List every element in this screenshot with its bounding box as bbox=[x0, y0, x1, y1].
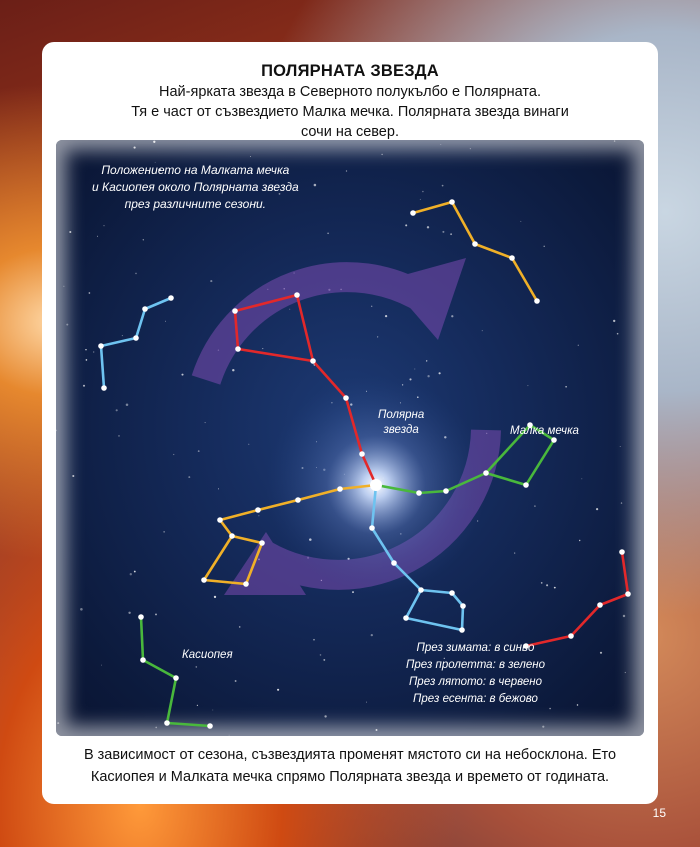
cassiopeia-spring-star bbox=[138, 614, 144, 620]
background-star bbox=[613, 320, 615, 322]
ursa-minor-winter-star bbox=[449, 590, 455, 596]
background-star bbox=[422, 191, 424, 193]
background-star bbox=[135, 273, 137, 275]
background-star bbox=[248, 444, 249, 445]
background-star bbox=[239, 626, 241, 628]
ursa-minor-autumn-star bbox=[217, 517, 223, 523]
background-star bbox=[625, 672, 626, 673]
cassiopeia-winter-star bbox=[142, 306, 148, 312]
background-star bbox=[118, 435, 120, 437]
background-star bbox=[482, 330, 483, 331]
ursa-minor-autumn-star bbox=[337, 486, 343, 492]
background-star bbox=[163, 531, 164, 532]
background-star bbox=[214, 596, 216, 598]
page-number: 15 bbox=[652, 806, 666, 820]
background-star bbox=[420, 199, 421, 200]
background-star bbox=[451, 315, 453, 317]
cassiopeia-winter-lines bbox=[101, 298, 171, 388]
cassiopeia-autumn-star bbox=[509, 255, 515, 261]
legend-spring: През пролетта: в зелено bbox=[406, 659, 546, 671]
cassiopeia-spring-star bbox=[164, 720, 170, 726]
background-star bbox=[165, 321, 166, 322]
outro-text bbox=[56, 744, 644, 788]
background-star bbox=[541, 582, 543, 584]
background-star bbox=[134, 147, 136, 149]
polaris-star bbox=[370, 479, 382, 491]
background-star bbox=[439, 372, 441, 374]
background-star bbox=[93, 351, 94, 352]
ursa-minor-spring-star bbox=[416, 490, 422, 496]
intro-line: сочи на север. bbox=[301, 124, 399, 140]
background-star bbox=[195, 666, 197, 668]
ursa-minor-winter-star bbox=[459, 627, 465, 633]
background-star bbox=[86, 359, 88, 361]
background-star bbox=[327, 232, 329, 234]
background-star bbox=[623, 615, 625, 617]
polaris-label: Полярна звезда bbox=[378, 409, 425, 436]
background-star bbox=[442, 231, 444, 233]
background-star bbox=[614, 140, 615, 141]
intro-line: Най-ярката звезда в Северното полукълбо е Полярната. bbox=[159, 84, 541, 100]
background-star bbox=[381, 154, 382, 155]
background-star bbox=[543, 246, 544, 247]
background-star bbox=[218, 488, 219, 489]
background-star bbox=[97, 236, 98, 237]
background-star bbox=[546, 584, 548, 586]
cassiopeia-spring-lines bbox=[141, 617, 210, 726]
background-star bbox=[85, 349, 86, 350]
background-star bbox=[366, 702, 367, 703]
cassiopeia-spring-star bbox=[173, 675, 179, 681]
cassiopeia-spring-star bbox=[207, 723, 213, 729]
background-star bbox=[549, 708, 551, 710]
star-map-diagram bbox=[56, 140, 644, 736]
ursa-minor-summer-star bbox=[310, 358, 316, 364]
cassiopeia-summer-star bbox=[625, 591, 631, 597]
ursa-minor-summer-star bbox=[294, 292, 300, 298]
background-star bbox=[323, 659, 325, 661]
background-star bbox=[450, 233, 452, 235]
background-star bbox=[554, 587, 556, 589]
ursa-minor-spring-star bbox=[443, 488, 449, 494]
background-star bbox=[527, 385, 528, 386]
background-star bbox=[377, 336, 378, 337]
ursa-minor-label: Малка мечка bbox=[510, 425, 579, 437]
page-title: ПОЛЯРНАТА ЗВЕЗДА bbox=[261, 62, 439, 80]
ursa-minor-autumn-star bbox=[201, 577, 207, 583]
ursa-minor-winter-star bbox=[418, 587, 424, 593]
background-star bbox=[130, 573, 132, 575]
background-star bbox=[143, 239, 144, 240]
ursa-minor-autumn-star bbox=[255, 507, 261, 513]
content-card bbox=[42, 42, 658, 804]
cassiopeia-summer-star bbox=[619, 549, 625, 555]
background-star bbox=[153, 141, 155, 143]
background-star bbox=[565, 386, 567, 388]
background-star bbox=[63, 286, 64, 287]
background-star bbox=[596, 508, 598, 510]
background-star bbox=[229, 735, 230, 736]
background-star bbox=[83, 385, 85, 387]
background-star bbox=[198, 450, 200, 452]
background-star bbox=[56, 430, 57, 432]
ursa-minor-autumn-star bbox=[259, 540, 265, 546]
background-star bbox=[66, 324, 68, 326]
background-star bbox=[210, 280, 212, 282]
intro-text bbox=[72, 82, 628, 142]
background-star bbox=[57, 722, 59, 724]
background-star bbox=[126, 404, 129, 407]
background-star bbox=[621, 502, 622, 503]
background-star bbox=[514, 553, 515, 554]
background-star bbox=[197, 705, 198, 706]
background-star bbox=[346, 170, 347, 171]
background-star bbox=[212, 710, 213, 711]
diagram-caption: Положението на Малката мечка и Касиопея около Полярната звезда през различните сезони. bbox=[92, 163, 299, 211]
background-star bbox=[579, 540, 580, 541]
background-star bbox=[69, 231, 71, 233]
background-star bbox=[134, 571, 136, 573]
background-star bbox=[440, 144, 441, 145]
background-star bbox=[101, 665, 102, 666]
ursa-minor-summer-star bbox=[359, 451, 365, 457]
outro-line: В зависимост от сезона, съзвездията променят мястото си на небосклона. Ето bbox=[83, 747, 617, 763]
cassiopeia-summer-lines bbox=[526, 552, 628, 646]
cassiopeia-autumn-star bbox=[449, 199, 455, 205]
ursa-minor-autumn-star bbox=[243, 581, 249, 587]
background-star bbox=[80, 608, 83, 611]
background-star bbox=[313, 639, 315, 641]
cassiopeia-winter-star bbox=[98, 343, 104, 349]
cassiopeia-summer-star bbox=[568, 633, 574, 639]
background-star bbox=[103, 225, 104, 226]
background-star bbox=[205, 422, 206, 423]
background-star bbox=[376, 729, 378, 731]
background-star bbox=[72, 475, 74, 477]
background-star bbox=[577, 704, 578, 705]
cassiopeia-autumn-star bbox=[472, 241, 478, 247]
background-star bbox=[155, 613, 157, 615]
cassiopeia-winter-star bbox=[133, 335, 139, 341]
background-star bbox=[258, 515, 259, 516]
cassiopeia-winter-star bbox=[101, 385, 107, 391]
background-star bbox=[181, 374, 183, 376]
legend-winter: През зимата: в синьо bbox=[416, 642, 535, 654]
ursa-minor-autumn-star bbox=[295, 497, 301, 503]
background-star bbox=[427, 375, 429, 377]
background-star bbox=[262, 348, 263, 349]
ursa-minor-spring-star bbox=[523, 482, 529, 488]
background-star bbox=[188, 476, 190, 478]
background-star bbox=[427, 226, 429, 228]
background-star bbox=[405, 224, 407, 226]
background-star bbox=[235, 680, 237, 682]
ursa-minor-spring-star bbox=[483, 470, 489, 476]
background-star bbox=[89, 292, 91, 294]
cassiopeia-spring-star bbox=[140, 657, 146, 663]
background-star bbox=[320, 654, 322, 656]
ursa-minor-winter-star bbox=[391, 560, 397, 566]
background-star bbox=[324, 715, 326, 717]
background-star bbox=[581, 478, 582, 479]
background-star bbox=[371, 634, 373, 636]
background-star bbox=[542, 726, 544, 728]
intro-line: Тя е част от съзвездието Малка мечка. Полярната звезда винаги bbox=[131, 104, 569, 120]
background-star bbox=[155, 727, 157, 729]
ursa-minor-summer-star bbox=[232, 308, 238, 314]
background-star bbox=[426, 360, 427, 361]
ursa-minor-summer-star bbox=[235, 346, 241, 352]
ursa-minor-autumn-star bbox=[229, 533, 235, 539]
legend-autumn: През есента: в бежово bbox=[413, 693, 538, 705]
ursa-minor-summer-star bbox=[343, 395, 349, 401]
cassiopeia-winter-star bbox=[168, 295, 174, 301]
background-star bbox=[232, 369, 234, 371]
legend-summer: През лятото: в червено bbox=[408, 676, 543, 688]
ursa-minor-winter-star bbox=[403, 615, 409, 621]
background-star bbox=[520, 221, 521, 222]
background-star bbox=[578, 345, 579, 346]
background-star bbox=[122, 335, 123, 336]
background-star bbox=[128, 612, 130, 614]
background-star bbox=[371, 306, 372, 307]
background-star bbox=[600, 652, 602, 654]
background-star bbox=[442, 185, 444, 187]
background-star bbox=[385, 315, 387, 317]
background-star bbox=[250, 156, 251, 157]
background-star bbox=[617, 333, 619, 335]
background-star bbox=[116, 409, 118, 411]
cassiopeia-autumn-star bbox=[534, 298, 540, 304]
background-star bbox=[470, 148, 471, 149]
cassiopeia-summer-star bbox=[597, 602, 603, 608]
background-star bbox=[314, 184, 317, 187]
ursa-minor-winter-star bbox=[369, 525, 375, 531]
outro-line: Касиопея и Малката мечка спрямо Полярната звезда и времето от годината. bbox=[90, 769, 610, 785]
background-star bbox=[277, 689, 279, 691]
ursa-minor-winter-star bbox=[460, 603, 466, 609]
background-star bbox=[289, 309, 290, 310]
background-star bbox=[534, 505, 536, 507]
background-star bbox=[620, 446, 621, 447]
background-star bbox=[173, 454, 174, 455]
season-legend bbox=[406, 640, 545, 708]
background-star bbox=[414, 369, 415, 370]
cassiopeia-autumn-star bbox=[410, 210, 416, 216]
background-star bbox=[409, 378, 411, 380]
cassiopeia-label: Касиопея bbox=[182, 649, 233, 661]
